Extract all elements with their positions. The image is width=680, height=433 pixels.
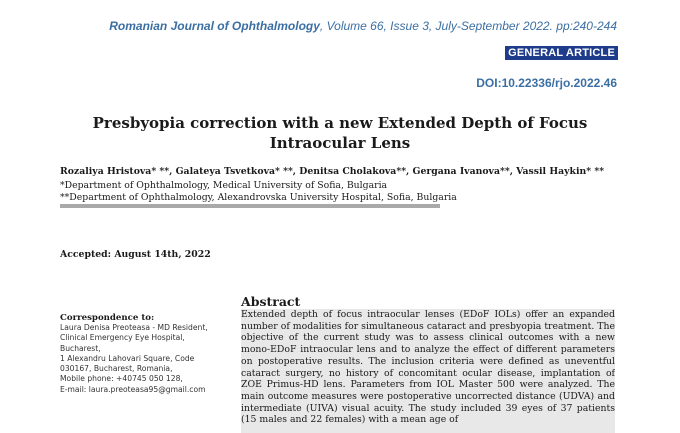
doi-link[interactable]: DOI:10.22336/rjo.2022.46	[476, 76, 617, 90]
separator-bar	[60, 204, 440, 208]
title-line-1: Presbyopia correction with a new Extended Depth of Focus	[92, 114, 588, 132]
journal-details: , Volume 66, Issue 3, July-September 2022. pp:240-244	[319, 19, 617, 33]
correspondence-line: Mobile phone: +40745 050 128,	[60, 374, 183, 384]
journal-citation	[109, 19, 617, 33]
affiliation-2: **Department of Ophthalmology, Alexandrovska University Hospital, Sofia, Bulgaria	[60, 192, 457, 203]
correspondence-line: 030167, Bucharest, Romania,	[60, 364, 173, 374]
correspondence-line: Laura Denisa Preoteasa - MD Resident,	[60, 323, 208, 332]
author-list: Rozaliya Hristova* **, Galateya Tsvetkova* **, Denitsa Cholakova**, Gergana Ivanova**, Vassil Haykin* **	[60, 166, 605, 177]
correspondence-details	[60, 323, 235, 395]
abstract-heading: Abstract	[241, 294, 301, 309]
correspondence-line: Bucharest,	[60, 343, 101, 353]
title-line-2: Intraocular Lens	[269, 134, 411, 152]
article-type-badge: GENERAL ARTICLE	[505, 46, 618, 60]
abstract-text: Extended depth of focus intraocular lenses (EDoF IOLs) offer an expanded number of modalities for simultaneous cataract and presbyopia treatment. The objective of the current study was to assess clinical outcomes with a new mono-EDoF intraocular lens and to analyze the effect of different parameters on postoperative results. The inclusion criteria were defined as uneventful cataract surgery, no history of concomitant ocular disease, implantation of ZOE Primus-HD lens. Parameters from IOL Master 500 were analyzed. The main outcome measures were postoperative uncorrected distance (UDVA) and intermediate (UIVA) visual acuity. The study included 39 eyes of 37 patients (15 males and 22 females) with a mean age of	[241, 309, 615, 433]
article-title	[0, 113, 680, 153]
correspondence-line: 1 Alexandru Lahovari Square, Code	[60, 353, 195, 363]
correspondence-line: Clinical Emergency Eye Hospital,	[60, 333, 185, 343]
correspondence-email[interactable]: E-mail: laura.preoteasa95@gmail.com	[60, 384, 206, 394]
journal-name: Romanian Journal of Ophthalmology	[109, 19, 320, 33]
accepted-date: Accepted: August 14th, 2022	[60, 249, 211, 260]
affiliation-1: *Department of Ophthalmology, Medical University of Sofia, Bulgaria	[60, 180, 388, 191]
correspondence-heading: Correspondence to:	[60, 313, 155, 323]
